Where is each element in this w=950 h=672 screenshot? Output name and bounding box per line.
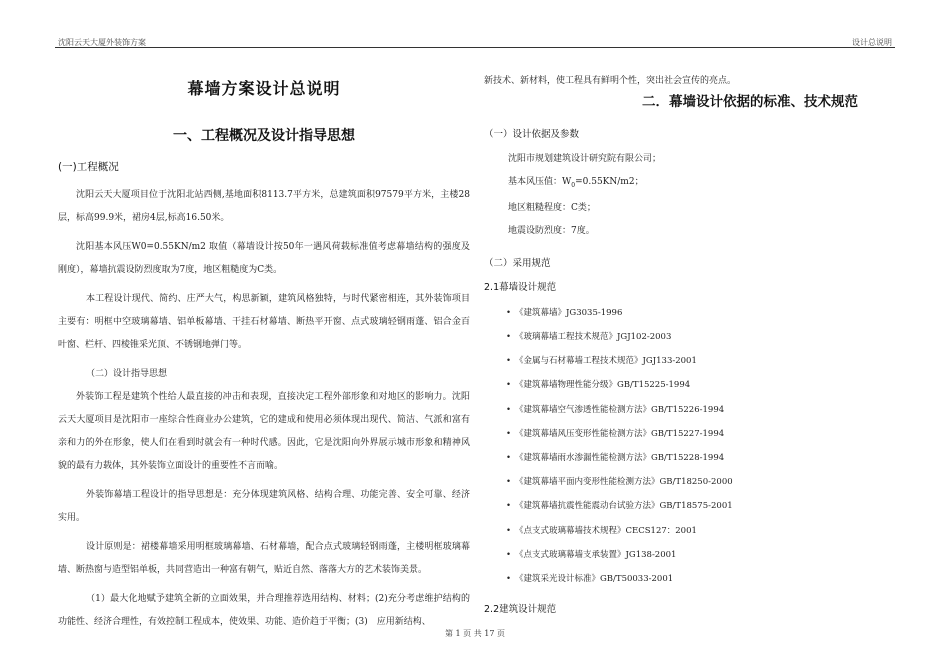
seismic-intensity: 地震设防烈度：7度。 [508,225,595,236]
subsection-project-overview: (一)工程概况 [58,161,119,173]
design-institute: 沈阳市规划建筑设计研究院有限公司； [508,154,662,164]
section-1-title: 一、工程概况及设计指导思想 [173,128,355,144]
right-column [484,60,904,623]
curtain-wall-codes-list [484,301,904,591]
subsection-adopted-codes: （二）采用规范 [484,257,551,269]
wind-subscript: 0 [571,181,576,189]
list-item: • 《建筑幕墙物理性能分级》GB/T15225-1994 [506,373,904,397]
bullet-icon: • [506,574,512,585]
list-item: • 《建筑幕墙平面内变形性能检测方法》GB/T18250-2000 [506,470,904,494]
list-item: • 《点支式玻璃幕墙支承装置》JG138-2001 [506,543,904,567]
paragraph-design-principle: 设计原则是：裙楼幕墙采用明框玻璃幕墙、石材幕墙，配合点式玻璃轻钢雨蓬，主楼明框玻璃幕墙、断热窗与造型铝单板，共同营造出一种富有朝气，贴近自然、落落大方的艺术装饰美景。 [58,542,470,575]
page-number: 第 1 页 共 17 页 [445,629,505,638]
paragraph-guiding-idea: 外装饰幕墙工程设计的指导思想是：充分体现建筑风格、结构合理、功能完善、安全可靠、经济实用。 [58,490,470,523]
subsection-design-basis: （一）设计依据及参数 [484,129,580,140]
section-2-title: 二．幕墙设计依据的标准、技术规范 [642,94,858,110]
subsection-design-philosophy: （二）设计指导思想 [86,369,168,379]
bullet-icon: • [506,549,512,560]
list-item: • 《金属与石材幕墙工程技术规范》JGJ133-2001 [506,349,904,373]
paragraph-site-info: 沈阳云天大厦项目位于沈阳北站西侧,基地面积8113.7平方米，总建筑面积97579平方米，主楼28层，标高99.9米，裙房4层,标高16.50米。 [58,190,470,223]
header-right-text: 设计总说明 [852,38,892,47]
wind-value: =0.55KN/m2； [575,177,644,187]
heading-building-codes: 2.2建筑设计规范 [484,604,557,616]
paragraph-design-goals: （1）最大化地赋予建筑全新的立面效果，并合理推荐选用结构、材料；(2)充分考虑维护结构的功能性、经济合理性，有效控制工程成本，使效果、功能、造价趋于平衡；(3) 应用新结构、 [58,594,470,627]
document-title: 幕墙方案设计总说明 [187,79,341,98]
paragraph-continuation: 新技术、新材料，使工程具有鲜明个性，突出社会宣传的亮点。 [484,76,737,86]
bullet-icon: • [506,453,512,464]
list-item: • 《点支式玻璃幕墙技术规程》CECS127：2001 [506,519,904,543]
list-item: • 《建筑幕墙抗震性能震动台试验方法》GB/T18575-2001 [506,494,904,518]
paragraph-wind-pressure: 沈阳基本风压W0=0.55KN/m2 取值（幕墙设计按50年一遇风荷载标准值考虑幕墙结构的强度及刚度），幕墙抗震设防烈度取为7度，地区粗糙度为C类。 [58,242,470,275]
bullet-icon: • [506,307,512,318]
header-left-text: 沈阳云天大厦外装饰方案 [58,38,146,47]
list-item: • 《建筑幕墙空气渗透性能检测方法》GB/T15226-1994 [506,398,904,422]
list-item: • 《玻璃幕墙工程技术规范》JGJ102-2003 [506,325,904,349]
bullet-icon: • [506,380,512,391]
bullet-icon: • [506,356,512,367]
paragraph-design-items: 本工程设计现代、简约、庄严大气，构思新颖，建筑风格独特，与时代紧密相连，其外装饰项目主要有：明框中空玻璃幕墙、铝单板幕墙、干挂石材幕墙、断热平开窗、点式玻璃轻钢雨蓬、铝合金百叶窗、栏杆、四棱锥采光顶、不锈钢地弹门等。 [58,294,470,350]
paragraph-facade-importance: 外装饰工程是建筑个性给人最直接的冲击和表现，直接决定工程外部形象和对地区的影响力。沈阳云天大厦项目是沈阳市一座综合性商业办公建筑，它的建成和使用必须体现出现代、简洁、气派和富有亲和力的外在形象，使人们在看到时就会有一种时代感。因此，它是沈阳向外界展示城市形象和精神风貌的最有力载体，其外装饰立面设计的重要性不言而喻。 [58,392,470,471]
left-column [58,60,470,640]
bullet-icon: • [506,428,512,439]
ground-roughness: 地区粗糙程度：C类； [508,202,596,213]
bullet-icon: • [506,501,512,512]
bullet-icon: • [506,332,512,342]
wind-label: 基本风压值：W [508,177,572,187]
bullet-icon: • [506,404,512,415]
bullet-icon: • [506,525,512,536]
basic-wind-pressure [484,171,904,197]
list-item: • 《建筑幕墙雨水渗漏性能检测方法》GB/T15228-1994 [506,446,904,470]
bullet-icon: • [506,477,512,488]
list-item: • 《建筑幕墙》JG3035-1996 [506,301,904,325]
list-item: • 《建筑采光设计标准》GB/T50033-2001 [506,567,904,591]
list-item: • 《建筑幕墙风压变形性能检测方法》GB/T15227-1994 [506,422,904,446]
header-divider [55,47,895,48]
heading-curtain-wall-codes: 2.1幕墙设计规范 [484,281,557,293]
